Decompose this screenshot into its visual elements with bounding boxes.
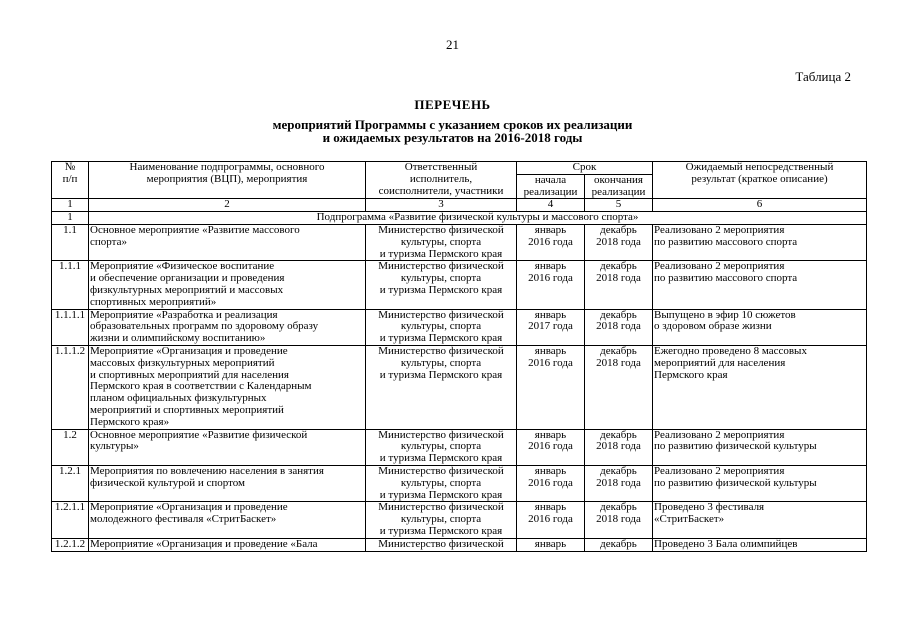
row-result: Ежегодно проведено 8 массовых мероприятий для населения Пермского края (653, 345, 867, 429)
header-end: окончания реализации (585, 174, 653, 199)
row-name: Мероприятия по вовлечению населения в занятия физической культурой и спортом (89, 465, 366, 501)
document-subtitle (0, 118, 905, 144)
subtitle-line-1: мероприятий Программы с указанием сроков их реализации (272, 117, 633, 132)
row-start: январь 2016 года (517, 465, 585, 501)
row-start: январь 2016 года (517, 345, 585, 429)
row-num: 1.1.1 (52, 261, 89, 309)
row-result: Реализовано 2 мероприятия по развитию массового спорта (653, 261, 867, 309)
row-name: Основное мероприятие «Развитие массового спорта» (89, 224, 366, 260)
events-table (51, 161, 867, 552)
section-num: 1 (52, 212, 89, 225)
column-number: 4 (517, 199, 585, 212)
row-result: Проведено 3 Бала олимпийцев (653, 538, 867, 551)
document-title: ПЕРЕЧЕНЬ (414, 97, 491, 112)
table-label: Таблица 2 (795, 69, 851, 84)
table-row (52, 261, 867, 309)
row-num: 1.1.1.2 (52, 345, 89, 429)
row-num: 1.2 (52, 429, 89, 465)
row-start: январь 2016 года (517, 261, 585, 309)
row-end: декабрь 2018 года (585, 261, 653, 309)
page-number: 21 (446, 37, 459, 52)
row-name: Основное мероприятие «Развитие физической культуры» (89, 429, 366, 465)
column-number: 3 (366, 199, 517, 212)
header-start: начала реализации (517, 174, 585, 199)
row-result: Реализовано 2 мероприятия по развитию физической культуры (653, 465, 867, 501)
table-row (52, 538, 867, 551)
row-start: январь 2016 года (517, 429, 585, 465)
row-num: 1.2.1.1 (52, 502, 89, 538)
column-number: 5 (585, 199, 653, 212)
row-end: декабрь 2018 года (585, 345, 653, 429)
table-row (52, 465, 867, 501)
row-start: январь 2016 года (517, 224, 585, 260)
header-term: Срок (517, 162, 653, 175)
row-executor: Министерство физической культуры, спорта и туризма Пермского края (366, 502, 517, 538)
row-start: январь 2016 года (517, 502, 585, 538)
row-end: декабрь 2018 года (585, 465, 653, 501)
row-executor: Министерство физической (366, 538, 517, 551)
row-end: декабрь (585, 538, 653, 551)
row-executor: Министерство физической культуры, спорта и туризма Пермского края (366, 465, 517, 501)
row-name: Мероприятие «Разработка и реализация образовательных программ по здоровому образу жизни и олимпийскому воспитанию» (89, 309, 366, 345)
row-end: декабрь 2018 года (585, 309, 653, 345)
column-numbers-row (52, 199, 867, 212)
row-executor: Министерство физической культуры, спорта и туризма Пермского края (366, 429, 517, 465)
row-num: 1.1.1.1 (52, 309, 89, 345)
table-row (52, 224, 867, 260)
row-result: Выпущено в эфир 10 сюжетов о здоровом образе жизни (653, 309, 867, 345)
row-result: Реализовано 2 мероприятия по развитию физической культуры (653, 429, 867, 465)
row-name: Мероприятие «Организация и проведение массовых физкультурных мероприятий и спортивных мероприятий для населения Пермского края в соответствии с Календарным планом официальных физкультурных мероприятий и спортивных мероприятий Пермского края» (89, 345, 366, 429)
row-result: Проведено 3 фестиваля «СтритБаскет» (653, 502, 867, 538)
subtitle-line-2: и ожидаемых результатов на 2016-2018 годы (322, 130, 583, 145)
row-end: декабрь 2018 года (585, 502, 653, 538)
row-start: январь (517, 538, 585, 551)
row-executor: Министерство физической культуры, спорта и туризма Пермского края (366, 309, 517, 345)
table-row (52, 429, 867, 465)
row-start: январь 2017 года (517, 309, 585, 345)
column-number: 6 (653, 199, 867, 212)
row-num: 1.2.1.2 (52, 538, 89, 551)
row-result: Реализовано 2 мероприятия по развитию массового спорта (653, 224, 867, 260)
row-name: Мероприятие «Физическое воспитание и обеспечение организации и проведения физкультурных мероприятий и массовых спортивных мероприятий» (89, 261, 366, 309)
header-num: № п/п (52, 162, 89, 199)
row-end: декабрь 2018 года (585, 429, 653, 465)
row-executor: Министерство физической культуры, спорта и туризма Пермского края (366, 224, 517, 260)
column-number: 2 (89, 199, 366, 212)
column-number: 1 (52, 199, 89, 212)
header-row (52, 162, 867, 175)
table-row (52, 309, 867, 345)
header-result: Ожидаемый непосредственный результат (краткое описание) (653, 162, 867, 199)
table-row (52, 345, 867, 429)
section-row (52, 212, 867, 225)
row-num: 1.2.1 (52, 465, 89, 501)
section-title: Подпрограмма «Развитие физической культуры и массового спорта» (89, 212, 867, 225)
table-row (52, 502, 867, 538)
row-num: 1.1 (52, 224, 89, 260)
row-executor: Министерство физической культуры, спорта и туризма Пермского края (366, 261, 517, 309)
row-name: Мероприятие «Организация и проведение молодежного фестиваля «СтритБаскет» (89, 502, 366, 538)
header-name: Наименование подпрограммы, основного мероприятия (ВЦП), мероприятия (89, 162, 366, 199)
row-name: Мероприятие «Организация и проведение «Бала (89, 538, 366, 551)
header-executor: Ответственный исполнитель, соисполнители, участники (366, 162, 517, 199)
row-end: декабрь 2018 года (585, 224, 653, 260)
row-executor: Министерство физической культуры, спорта и туризма Пермского края (366, 345, 517, 429)
